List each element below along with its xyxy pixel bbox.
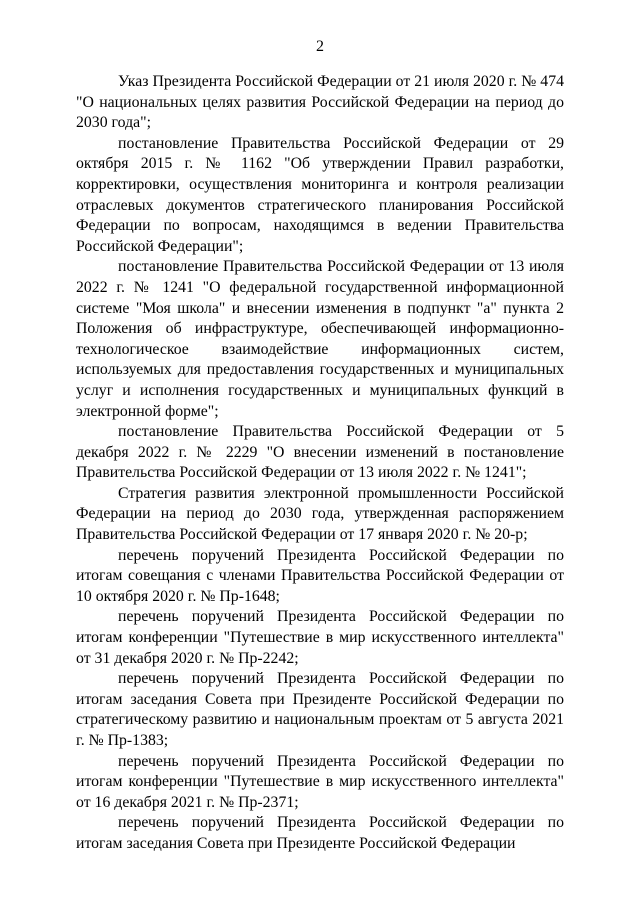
paragraph-electronics-strategy: Стратегия развития электронной промышленности Российской Федерации на период до 2030 года, утвержденная распоряжением Правительства Российской Федерации от 17 января 2020 г. № 20-р; [76, 484, 564, 544]
page-number: 2 [316, 38, 324, 55]
paragraph-instructions-pr-1648: перечень поручений Президента Российской Федерации по итогам совещания с членами Правительства Российской Федерации от 10 октября 2020 г. № Пр-1648; [76, 546, 564, 605]
paragraph-resolution-1162: постановление Правительства Российской Федерации от 29 октября 2015 г. № 1162 "Об утверждении Правил разработки, корректировки, осуществления мониторинга и контроля реализации отраслевых документов стратегического планирования Российской Федерации по вопросам, находящимся в ведении Правительства Российской Федерации"; [76, 134, 564, 255]
paragraph-instructions-pr-1383: перечень поручений Президента Российской Федерации по итогам заседания Совета при Президенте Российской Федерации по стратегическому развитию и национальным проектам от 5 августа 2021 г. № Пр-1383; [76, 670, 564, 749]
paragraph-instructions-pr-2242: перечень поручений Президента Российской Федерации по итогам конференции "Путешествие в мир искусственного интеллекта" от 31 декабря 2020 г. № Пр-2242; [76, 608, 564, 667]
paragraph-decree-474: Указ Президента Российской Федерации от 21 июля 2020 г. № 474 "О национальных целях развития Российской Федерации на период до 2030 года"; [76, 73, 564, 132]
paragraph-instructions-pr-2371: перечень поручений Президента Российской Федерации по итогам конференции "Путешествие в мир искусственного интеллекта" от 16 декабря 2021 г. № Пр-2371; [76, 752, 564, 811]
document-body [76, 72, 564, 855]
paragraph-resolution-1241: постановление Правительства Российской Федерации от 13 июля 2022 г. № 1241 "О федеральной государственной информационной системе "Моя школа" и внесении изменения в подпункт "а" пункта 2 Положения об инфраструктуре, обеспечивающей информационно-технологическое взаимодействие информационных систем, используемых для предоставления государственных и муниципальных услуг и исполнения государственных и муниципальных функций в электронной форме"; [76, 258, 564, 420]
paragraph-instructions-council: перечень поручений Президента Российской Федерации по итогам заседания Совета при Президенте Российской Федерации [76, 814, 564, 852]
paragraph-resolution-2229: постановление Правительства Российской Федерации от 5 декабря 2022 г. № 2229 "О внесении изменений в постановление Правительства Российской Федерации от 13 июля 2022 г. № 1241"; [76, 423, 564, 482]
